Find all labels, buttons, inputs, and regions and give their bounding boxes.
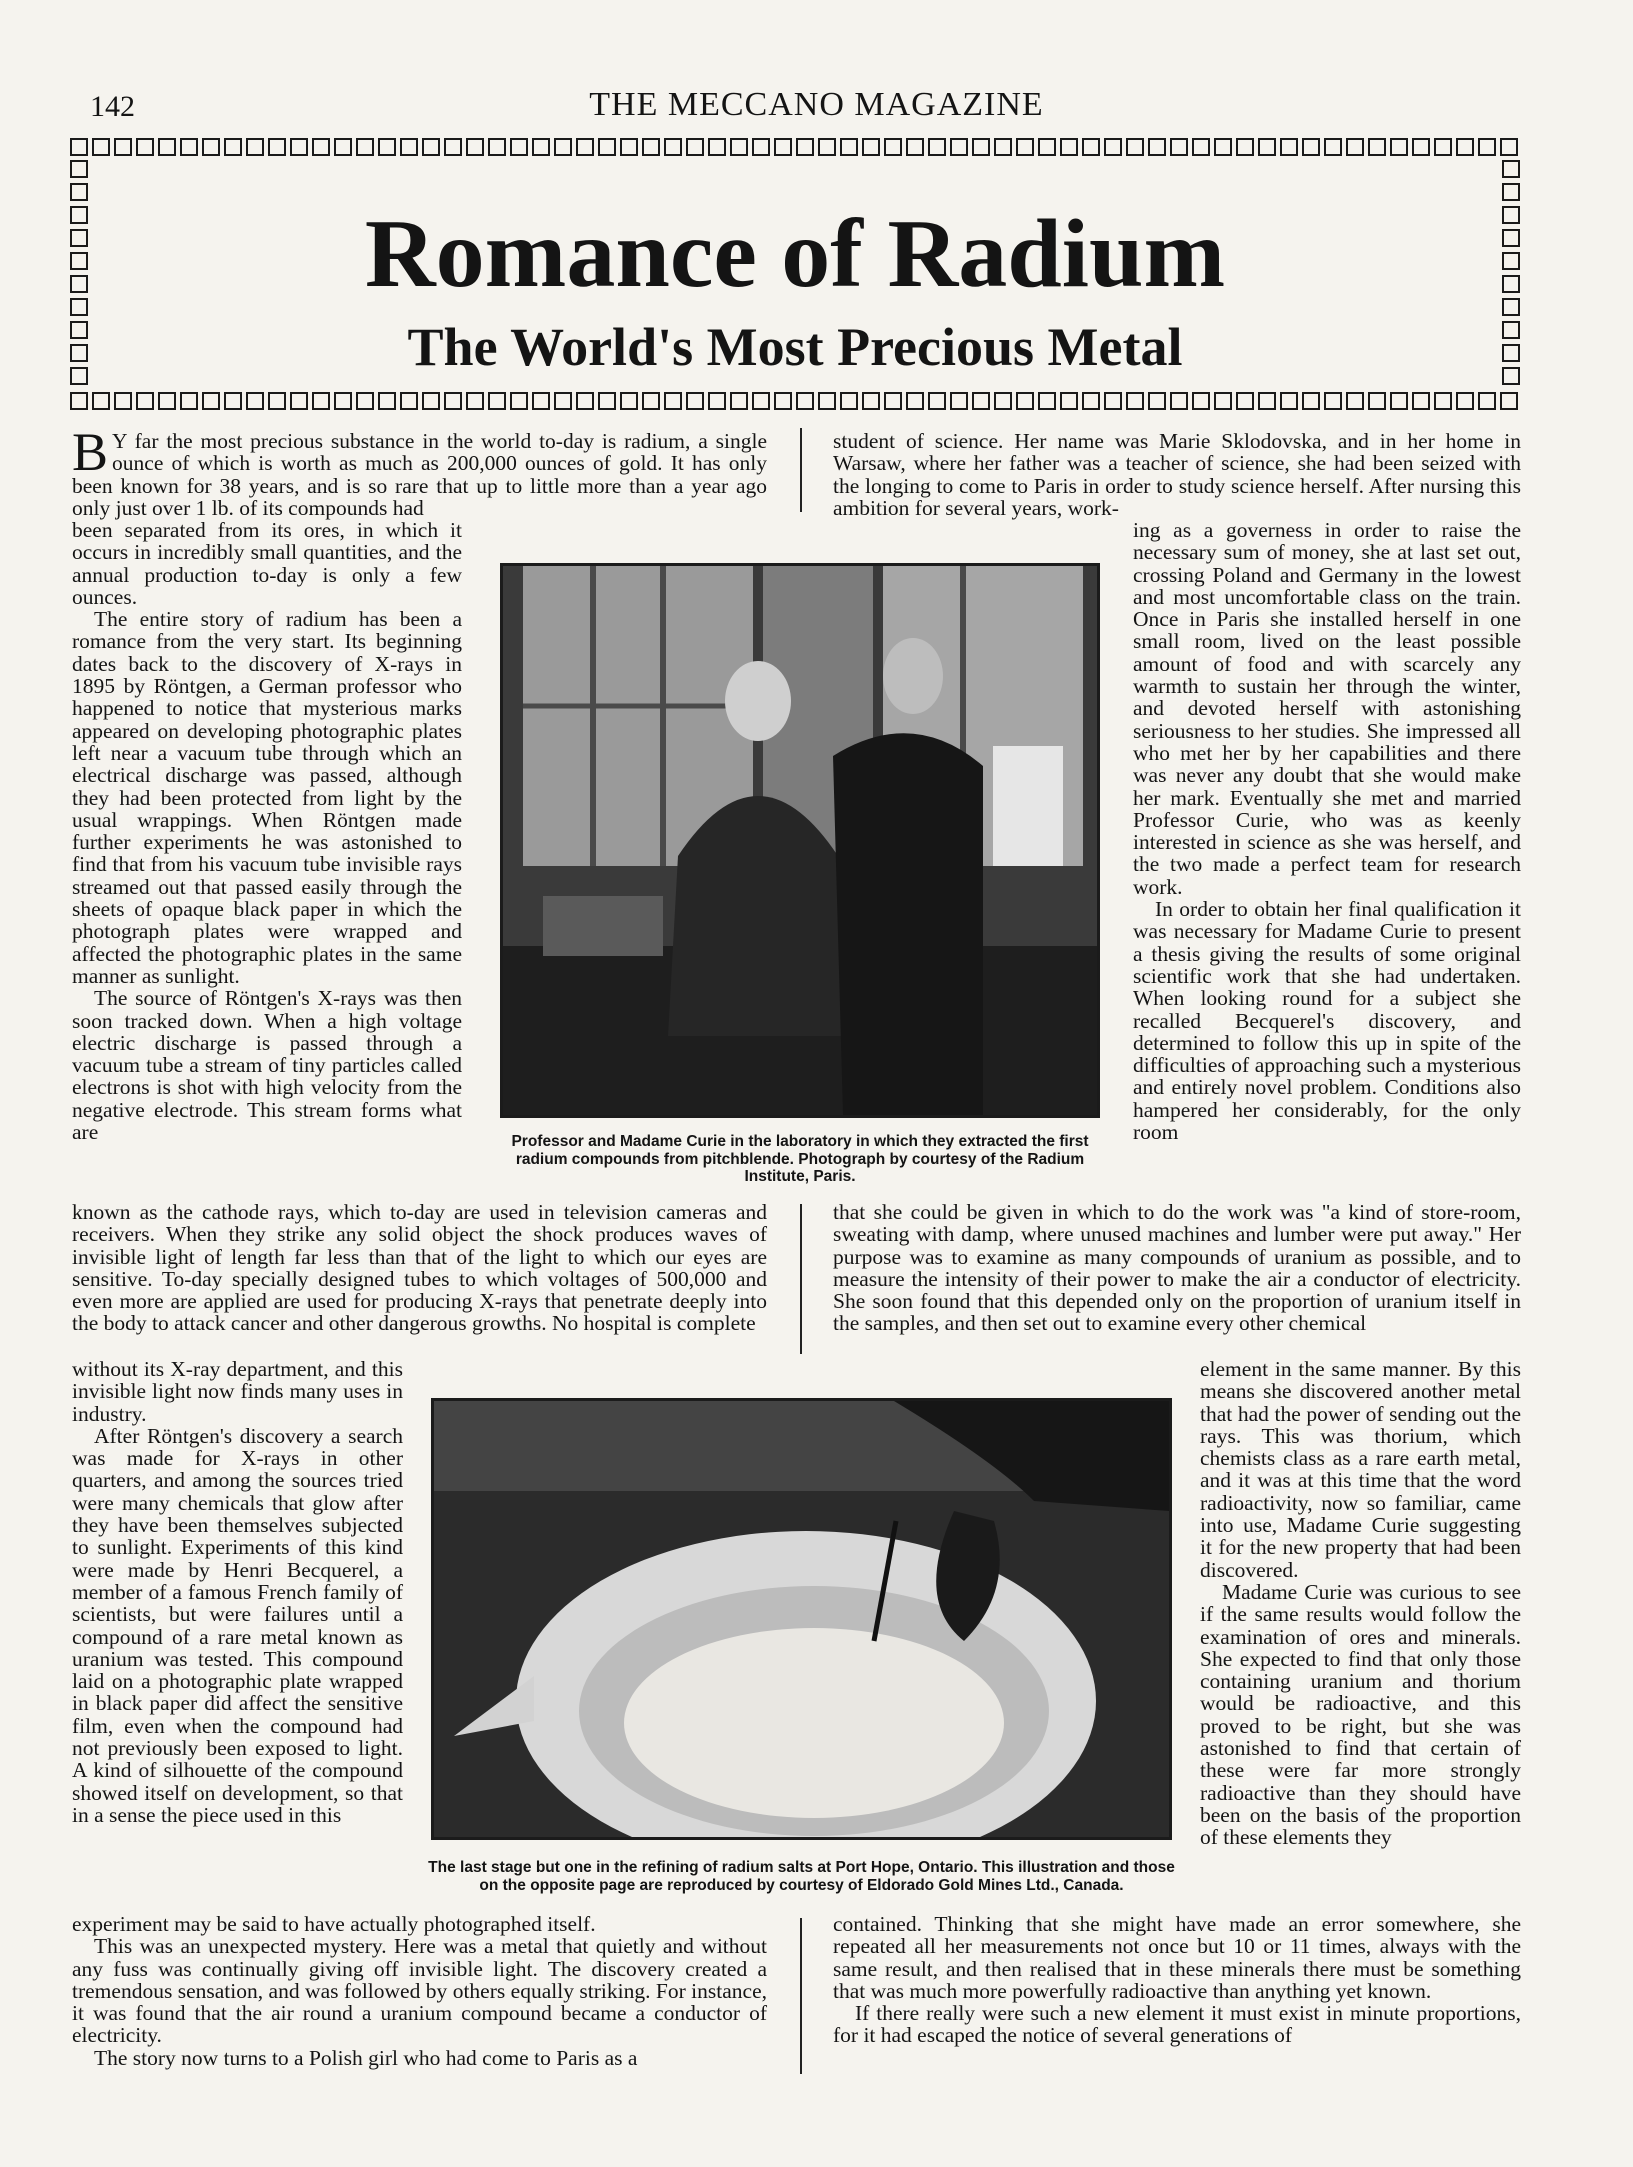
border-square (422, 392, 440, 410)
border-square (620, 138, 638, 156)
right-paragraph-2: In order to obtain her final qualification it was necessary for Madame Curie to present a thesis giving the results of some original scientific work that she had undertaken. When looking round for a subject she recalled Becquerel's discovery, and determined to follow this up in spite of the difficulties of approaching such a mysterious and entirely novel problem. Conditions also hampered her considerably, for the only room (1133, 897, 1521, 1145)
border-square (422, 138, 440, 156)
curie-laboratory-photo (500, 563, 1100, 1118)
border-square (664, 138, 682, 156)
border-square (1016, 392, 1034, 410)
border-square (510, 392, 528, 410)
article-intro (72, 422, 767, 520)
border-square (1236, 392, 1254, 410)
border-square (1280, 392, 1298, 410)
border-square (268, 138, 286, 156)
border-square (1324, 138, 1342, 156)
paragraph-3-part-2: known as the cathode rays, which to-day are used in television cameras and receivers. When they strike any solid object the shock produces waves of invisible light of length far less than that of the light to which our eyes are sensitive. To-day specially designed tubes to which voltages of 500,000 and even more are applied are used for producing X-rays that penetrate deeply into the body to attack cancer and other dangerous growths. No hospital is complete (72, 1200, 767, 1336)
border-square (268, 392, 286, 410)
border-square (1456, 392, 1474, 410)
border-square (1500, 392, 1518, 410)
border-square (158, 138, 176, 156)
border-square (224, 392, 242, 410)
border-square (466, 138, 484, 156)
border-square (400, 138, 418, 156)
border-square (1038, 138, 1056, 156)
border-square (202, 138, 220, 156)
left-wide-block (72, 1201, 767, 1335)
border-square (1192, 138, 1210, 156)
border-square (1390, 392, 1408, 410)
border-square (708, 392, 726, 410)
column-rule-top (800, 428, 802, 512)
border-square (1170, 138, 1188, 156)
border-square (796, 138, 814, 156)
paragraph-6: The story now turns to a Polish girl who had come to Paris as a (94, 2045, 638, 2070)
right-wide-block (833, 1201, 1521, 1335)
border-square (1148, 138, 1166, 156)
right-intro (833, 430, 1521, 519)
border-square (136, 138, 154, 156)
border-square (796, 392, 814, 410)
border-square (1104, 138, 1122, 156)
border-square (1280, 138, 1298, 156)
border-square (840, 138, 858, 156)
border-square (1434, 138, 1452, 156)
right-paragraph-2-cont: that she could be given in which to do the work was "a kind of store-room, sweating with damp, where unused machines and lumber were put away." Her purpose was to examine as many compounds of uranium as possible, and to measure the intensity of their power to make the air a conductor of electricity. She soon found that this depended only on the proportion of uranium itself in the samples, and then set out to examine every other chemical (833, 1200, 1521, 1336)
left-narrow-column (72, 519, 462, 1143)
border-square (1214, 138, 1232, 156)
border-square (1258, 138, 1276, 156)
border-square (180, 138, 198, 156)
border-square (598, 138, 616, 156)
border-square (994, 392, 1012, 410)
border-square (862, 138, 880, 156)
border-square (136, 392, 154, 410)
border-square (378, 392, 396, 410)
border-square (114, 392, 132, 410)
border-square (1324, 392, 1342, 410)
border-square (158, 392, 176, 410)
paragraph-2: The entire story of radium has been a romance from the very start. Its beginning dates back to the discovery of X-rays in 1895 by Röntgen, a German professor who happened to notice that mysterious marks appeared on developing photographic plates left near a vacuum tube through which an electrical discharge was passed, although they had been protected from light by the usual wrappings. When Röntgen made further experiments he was astonished to find that from his vacuum tube invisible rays streamed out that passed easily through the sheets of opaque black paper in which the photograph plates were wrapped and affected the photographic plates in the same manner as sunlight. (72, 607, 462, 988)
border-square (70, 392, 88, 410)
border-square (994, 138, 1012, 156)
magazine-title: THE MECCANO MAGAZINE (589, 86, 1044, 123)
border-square (1104, 392, 1122, 410)
border-square (488, 392, 506, 410)
border-square (224, 138, 242, 156)
border-square (774, 392, 792, 410)
border-square (1016, 138, 1034, 156)
border-square (884, 392, 902, 410)
border-square (1502, 160, 1520, 178)
photo-2-caption: The last stage but one in the refining of radium salts at Port Hope, Ontario. This illustration and those on the opposite page are reproduced by courtesy of Eldorado Gold Mines Ltd., Canada. (428, 1859, 1175, 1894)
paragraph-5: This was an unexpected mystery. Here was a metal that quietly and without any fuss was continually giving off invisible light. The discovery created a tremendous sensation, and was followed by others equally striking. For instance, it was found that the air round a uranium compound became a conductor of electricity. (72, 1934, 767, 2048)
border-square (202, 392, 220, 410)
border-square (92, 392, 110, 410)
border-square (1148, 392, 1166, 410)
border-square (774, 138, 792, 156)
border-square (1170, 392, 1188, 410)
border-square (246, 138, 264, 156)
border-bottom (70, 392, 1520, 410)
border-square (1038, 392, 1056, 410)
border-square (620, 392, 638, 410)
border-square (664, 392, 682, 410)
border-square (752, 392, 770, 410)
border-square (290, 138, 308, 156)
border-square (334, 392, 352, 410)
border-square (730, 138, 748, 156)
article-title: Romance of Radium (364, 200, 1226, 308)
border-square (1302, 138, 1320, 156)
border-square (554, 392, 572, 410)
border-square (246, 392, 264, 410)
border-square (312, 392, 330, 410)
page-number: 142 (90, 90, 135, 123)
border-square (532, 392, 550, 410)
right-narrow-column-2 (1200, 1358, 1521, 1849)
paragraph-4: After Röntgen's discovery a search was made for X-rays in other quarters, and among the sources tried were many chemicals that glow after they have been themselves subjected to sunlight. Experiments of this kind were made by Henri Becquerel, a member of a famous French family of scientists, but were failures until a compound of a rare metal known as uranium was tested. This compound laid on a photographic plate wrapped in black paper did affect the sensitive film, even when the compound had not previously been exposed to light. A kind of silhouette of the compound showed itself on development, so that in a sense the piece used in this (72, 1423, 403, 1827)
border-square (818, 138, 836, 156)
right-paragraph-3: element in the same manner. By this means she discovered another metal that had the power of sending out the rays. This was thorium, which chemists class as a rare earth metal, and it was at this time that the word radioactivity, now so familiar, came into use, Madame Curie suggesting it for the new property that had been discovered. (1200, 1357, 1521, 1582)
radium-refining-photo (431, 1398, 1172, 1840)
border-square (1060, 392, 1078, 410)
title-frame (70, 138, 1520, 410)
border-square (972, 392, 990, 410)
border-square (290, 392, 308, 410)
border-square (400, 392, 418, 410)
border-square (576, 138, 594, 156)
right-narrow-column (1133, 519, 1521, 1143)
border-square (1434, 392, 1452, 410)
border-square (928, 392, 946, 410)
column-rule-bottom (800, 1918, 802, 2074)
photo-1-caption: Professor and Madame Curie in the laboratory in which they extracted the first radium compounds from pitchblende. Photograph by courtesy of the Radium Institute, Paris. (511, 1133, 1089, 1185)
paragraph-1-part-2: been separated from its ores, in which it occurs in incredibly small quantities, and the annual production to-day is only a few ounces. (72, 518, 462, 609)
border-square (1214, 392, 1232, 410)
border-square (708, 138, 726, 156)
border-square (1500, 138, 1518, 156)
border-square (686, 392, 704, 410)
border-square (576, 392, 594, 410)
border-square (840, 392, 858, 410)
border-square (488, 138, 506, 156)
border-square (444, 138, 462, 156)
border-square (1346, 138, 1364, 156)
article-subtitle: The World's Most Precious Metal (407, 317, 1183, 377)
paragraph-4-part-2: experiment may be said to have actually photographed itself. (72, 1912, 596, 1936)
border-square (642, 138, 660, 156)
paragraph-3-part-1: The source of Röntgen's X-rays was then soon tracked down. When a high voltage electric discharge is passed through a vacuum tube a stream of tiny particles called electrons is shot with high velocity from the negative electrode. This stream forms what are (72, 986, 462, 1145)
border-square (378, 138, 396, 156)
border-square (906, 392, 924, 410)
border-square (928, 138, 946, 156)
right-paragraph-1: student of science. Her name was Marie Sklodovska, and in her home in Warsaw, where her father was a teacher of science, she had been seized with the longing to come to Paris in order to study science herself. After nursing this ambition for several years, work- (833, 429, 1521, 520)
border-square (1082, 392, 1100, 410)
border-square (312, 138, 330, 156)
right-paragraph-4-cont: contained. Thinking that she might have made an error somewhere, she repeated all her measurements not once but 10 or 11 times, always with the same result, and then realised that in these minerals there must be something that was much more powerfully radioactive than anything yet known. (833, 1912, 1521, 2003)
border-square (598, 392, 616, 410)
refining-dish-image (434, 1401, 1169, 1837)
right-bottom-block (833, 1913, 1521, 2047)
border-square (356, 138, 374, 156)
border-square (1126, 138, 1144, 156)
border-square (1060, 138, 1078, 156)
paragraph-1-part-1: Y far the most precious substance in the world to-day is radium, a single ounce of which is worth as much as 200,000 ounces of gold. It has only been known for 38 years, and is so rare that up to little more than a year ago only just over 1 lb. of its compounds had (72, 429, 767, 520)
border-square (972, 138, 990, 156)
border-square (884, 138, 902, 156)
border-square (642, 392, 660, 410)
paragraph-3-part-3: without its X-ray department, and this invisible light now finds many uses in industry. (72, 1357, 403, 1426)
border-square (1236, 138, 1254, 156)
right-paragraph-5: If there really were such a new element it must exist in minute proportions, for it had escaped the notice of several generations of (833, 2001, 1521, 2048)
right-paragraph-1-cont: ing as a governess in order to raise the necessary sum of money, she at last set out, crossing Poland and Germany in the lowest and most uncomfortable class on the train. Once in Paris she installed herself in one small room, lived on the least possible amount of food and with scarcely any warmth to sustain her through the winter, and devoted herself with astonishing seriousness to her studies. She impressed all who met her by her capabilities and there was never any doubt that she would make her mark. Eventually she met and married Professor Curie, who was as keenly interested in science as she was herself, and the two made a perfect team for research work. (1133, 518, 1521, 899)
border-square (1478, 138, 1496, 156)
border-square (1302, 392, 1320, 410)
drop-cap: B (72, 422, 109, 482)
border-square (70, 160, 88, 178)
border-square (1346, 392, 1364, 410)
border-square (334, 138, 352, 156)
border-square (1368, 392, 1386, 410)
border-square (950, 392, 968, 410)
border-square (554, 138, 572, 156)
right-paragraph-4: Madame Curie was curious to see if the same results would follow the examination of ores and minerals. She expected to find that only those containing uranium and thorium would be radioactive, and this proved to be right, but she was astonished to find that certain of these were far more strongly radioactive than they should have been on the basis of the proportion of these elements they (1200, 1579, 1521, 1850)
border-square (818, 392, 836, 410)
curie-laboratory-image (503, 566, 1097, 1115)
border-square (1258, 392, 1276, 410)
border-square (466, 392, 484, 410)
border-square (114, 138, 132, 156)
border-square (1390, 138, 1408, 156)
border-square (356, 392, 374, 410)
border-square (906, 138, 924, 156)
border-top (70, 138, 1520, 156)
border-square (510, 138, 528, 156)
border-square (862, 392, 880, 410)
border-square (950, 138, 968, 156)
border-square (752, 138, 770, 156)
border-square (686, 138, 704, 156)
border-square (1126, 392, 1144, 410)
left-bottom-block (72, 1913, 767, 2069)
border-square (1412, 392, 1430, 410)
column-rule-middle (800, 1204, 802, 1354)
border-square (1082, 138, 1100, 156)
border-square (70, 138, 88, 156)
border-square (92, 138, 110, 156)
border-square (532, 138, 550, 156)
border-square (1456, 138, 1474, 156)
border-square (730, 392, 748, 410)
border-square (1192, 392, 1210, 410)
left-narrow-column-2 (72, 1358, 403, 1826)
border-square (444, 392, 462, 410)
border-square (180, 392, 198, 410)
border-square (1368, 138, 1386, 156)
border-square (1478, 392, 1496, 410)
border-square (1412, 138, 1430, 156)
